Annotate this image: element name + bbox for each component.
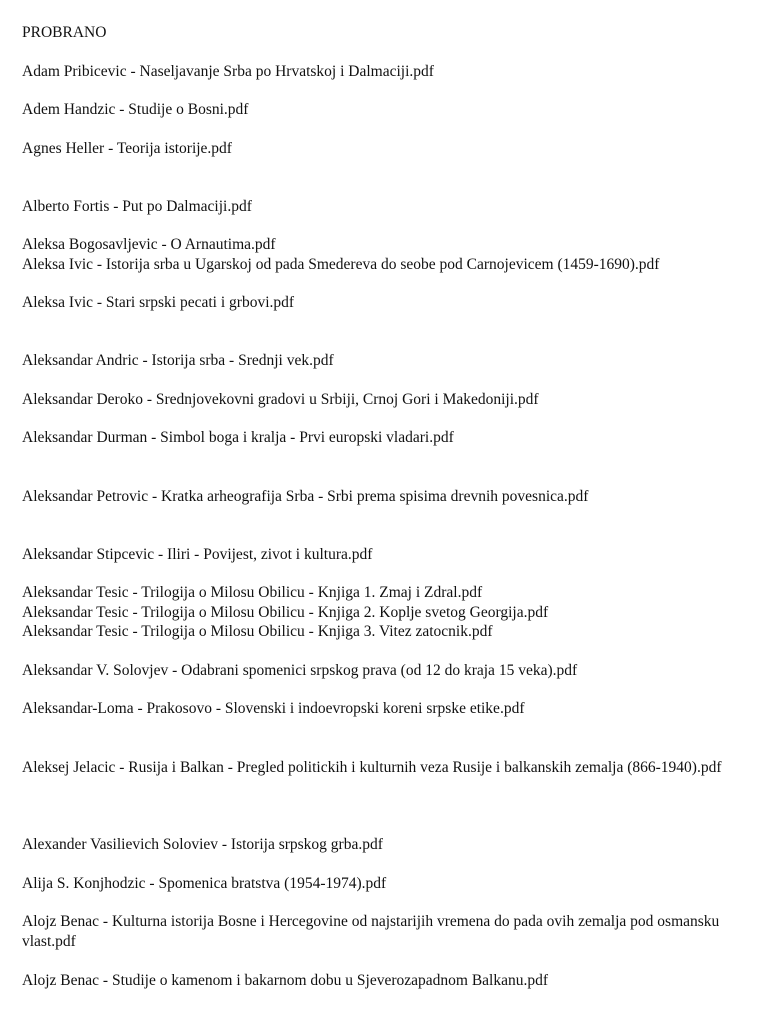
list-item: Aleksa Bogosavljevic - O Arnautima.pdf	[22, 236, 276, 253]
list-item: Aleksandar-Loma - Prakosovo - Slovenski i indoevropski koreni srpske etike.pdf	[22, 700, 525, 717]
list-item: Adam Pribicevic - Naseljavanje Srba po Hrvatskoj i Dalmaciji.pdf	[22, 63, 434, 80]
list-item: Aleksej Jelacic - Rusija i Balkan - Pregled politickih i kulturnih veza Rusije i balkanskih zemalja (866-1940).pdf	[22, 759, 722, 776]
list-item: Aleksa Ivic - Stari srpski pecati i grbovi.pdf	[22, 294, 295, 311]
list-item: Alija S. Konjhodzic - Spomenica bratstva (1954-1974).pdf	[22, 875, 387, 892]
list-item: Alojz Benac - Kulturna istorija Bosne i Hercegovine od najstarijih vremena do pada ovih zemalja pod osmansku vlast.pdf	[22, 913, 720, 950]
list-item: Aleksandar Andric - Istorija srba - Srednji vek.pdf	[22, 352, 334, 369]
list-item: Alexander Vasilievich Soloviev - Istorija srpskog grba.pdf	[22, 836, 383, 853]
list-item: Agnes Heller - Teorija istorije.pdf	[22, 140, 232, 157]
list-item: Alojz Benac - Studije o kamenom i bakarnom dobu u Sjeverozapadnom Balkanu.pdf	[22, 972, 549, 989]
list-item: Aleksandar Tesic - Trilogija o Milosu Obilicu - Knjiga 3. Vitez zatocnik.pdf	[22, 623, 493, 640]
list-item: Aleksandar V. Solovjev - Odabrani spomenici srpskog prava (od 12 do kraja 15 veka).pdf	[22, 662, 578, 679]
list-item: Aleksandar Tesic - Trilogija o Milosu Obilicu - Knjiga 1. Zmaj i Zdral.pdf	[22, 584, 483, 601]
list-item: Aleksandar Durman - Simbol boga i kralja - Prvi europski vladari.pdf	[22, 429, 454, 446]
list-item: Alberto Fortis - Put po Dalmaciji.pdf	[22, 198, 252, 215]
list-item: Aleksandar Tesic - Trilogija o Milosu Obilicu - Knjiga 2. Koplje svetog Georgija.pdf	[22, 604, 549, 621]
list-item: Aleksandar Petrovic - Kratka arheografija Srba - Srbi prema spisima drevnih povesnica.pdf	[22, 488, 589, 505]
list-item: Adem Handzic - Studije o Bosni.pdf	[22, 101, 249, 118]
list-item: Aleksa Ivic - Istorija srba u Ugarskoj od pada Smedereva do seobe pod Carnojevicem (1459-1690).pdf	[22, 256, 660, 273]
list-item: Aleksandar Deroko - Srednjovekovni gradovi u Srbiji, Crnoj Gori i Makedoniji.pdf	[22, 391, 539, 408]
list-item: Aleksandar Stipcevic - Iliri - Povijest, zivot i kultura.pdf	[22, 546, 373, 563]
document-heading: PROBRANO	[22, 24, 107, 41]
